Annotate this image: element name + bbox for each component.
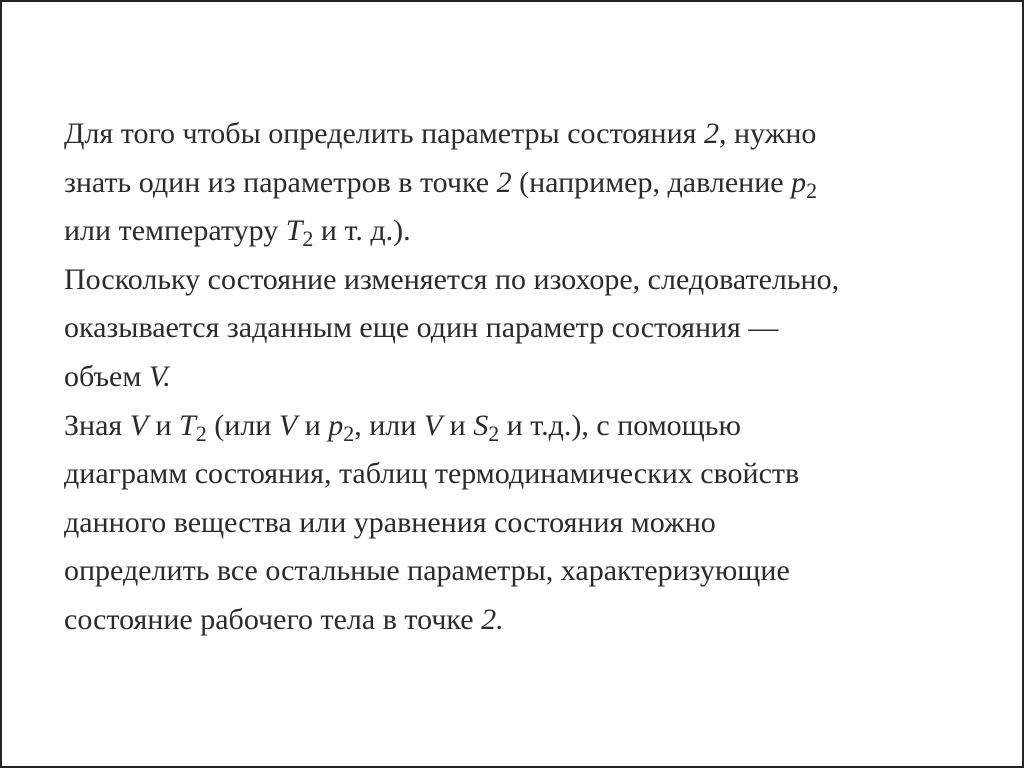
point-number: 2. xyxy=(481,602,504,636)
temperature-symbol: T xyxy=(179,408,196,442)
text-fragment: (или xyxy=(206,408,279,442)
volume-symbol: V. xyxy=(148,359,171,393)
pressure-symbol: p xyxy=(328,408,344,442)
text-fragment: и xyxy=(297,408,329,442)
text-fragment: и xyxy=(442,408,474,442)
volume-symbol: V xyxy=(278,408,298,442)
pressure-symbol: p xyxy=(791,165,807,199)
text-fragment: объем xyxy=(64,359,149,393)
paragraph-3-line-2: диаграмм состояния, таблиц термодинамических свойств xyxy=(64,457,800,491)
pressure-subscript: 2 xyxy=(343,420,355,446)
pressure-subscript: 2 xyxy=(806,177,818,203)
paragraph-2-line-2: оказывается заданным еще один параметр состояния — xyxy=(64,311,779,345)
paragraph-3-line-5 xyxy=(64,596,964,645)
entropy-subscript: 2 xyxy=(488,420,500,446)
temperature-symbol: T xyxy=(285,214,303,248)
temperature-subscript: 2 xyxy=(195,420,207,446)
paragraph-2-line-3 xyxy=(64,353,964,402)
paragraph-3-line-4: определить все остальные параметры, характеризующие xyxy=(64,554,790,588)
text-fragment: Зная xyxy=(64,408,130,442)
text-fragment: и т.д.), с помощью xyxy=(499,408,741,442)
slide-text-body xyxy=(64,110,964,645)
text-fragment: (например, давление xyxy=(511,165,792,199)
entropy-symbol: S xyxy=(473,408,489,442)
text-fragment: и xyxy=(148,408,180,442)
state-number: 2, xyxy=(703,117,727,150)
point-number: 2 xyxy=(496,165,512,199)
text-fragment: знать один из параметров в точке xyxy=(64,165,497,199)
paragraph-2-line-1: Поскольку состояние изменяется по изохоре, следовательно, xyxy=(64,262,840,296)
paragraph-1-line-1 xyxy=(64,110,964,159)
temperature-subscript: 2 xyxy=(302,226,314,252)
volume-symbol: V xyxy=(423,408,443,442)
paragraph-1 xyxy=(64,110,964,256)
paragraph-3 xyxy=(64,402,964,645)
text-fragment: , или xyxy=(354,408,424,442)
text-fragment: Для того чтобы определить параметры состояния xyxy=(64,117,704,150)
text-fragment: и т. д.). xyxy=(313,214,411,248)
paragraph-3-line-3: данного вещества или уравнения состояния можно xyxy=(64,505,716,539)
text-fragment: или температуру xyxy=(64,214,286,248)
volume-symbol: V xyxy=(129,408,149,442)
paragraph-1-line-3 xyxy=(64,207,964,256)
paragraph-1-line-2 xyxy=(64,159,964,208)
paragraph-2 xyxy=(64,256,964,402)
paragraph-3-line-1 xyxy=(64,402,964,451)
text-fragment: нужно xyxy=(726,117,817,150)
text-fragment: состояние рабочего тела в точке xyxy=(64,602,482,636)
